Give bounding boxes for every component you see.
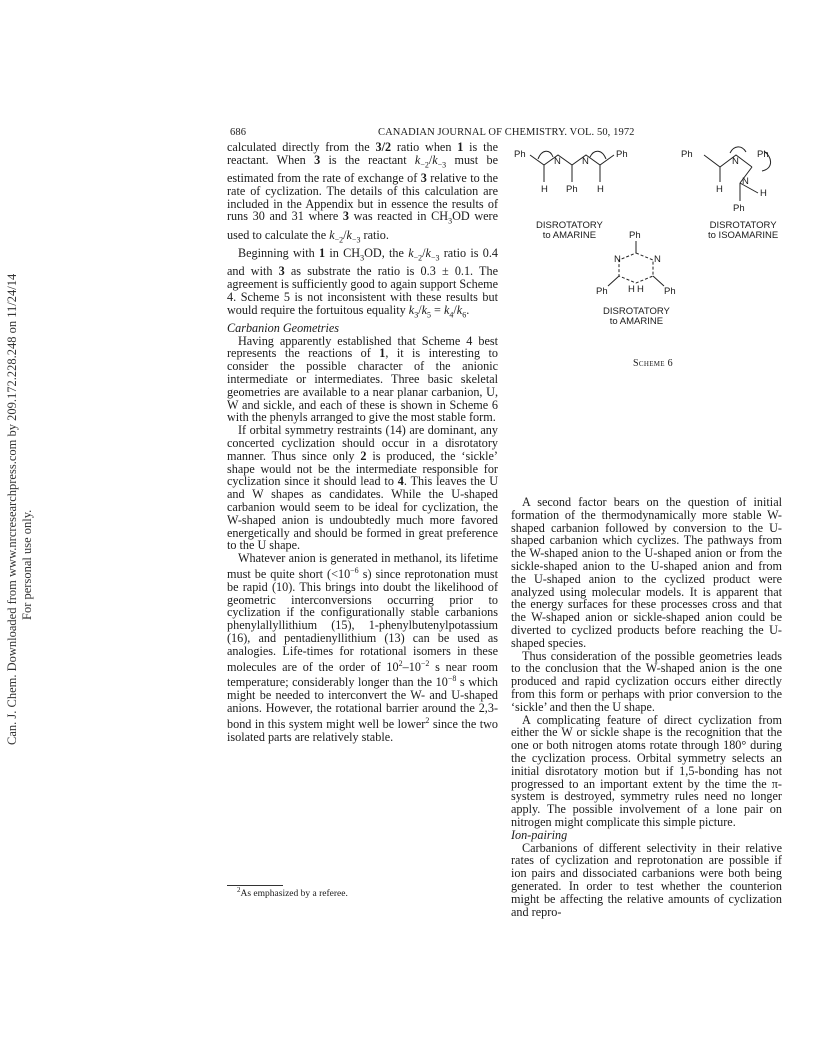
nitrogen-label: N xyxy=(582,156,589,167)
phenyl-label: Ph xyxy=(664,286,676,297)
download-notice-line: Can. J. Chem. Downloaded from www.nrcresearchpress.com by 209.172.228.248 on 11/24/14 xyxy=(5,273,19,745)
cyclization-ring xyxy=(619,253,653,283)
phenyl-label: Ph xyxy=(733,203,745,214)
nitrogen-label: N xyxy=(654,254,661,265)
hydrogen-label: H xyxy=(716,184,723,195)
footnote-text: As emphasized by a referee. xyxy=(240,889,348,899)
phenyl-label: Ph xyxy=(757,149,769,160)
nitrogen-label: N xyxy=(732,156,739,167)
paragraph: A second factor bears on the question of initial formation of the thermodynamically more stable W-shaped carbanion followed by conversion to the U-shaped carbanion which cyclizes. The pathways from the W-shaped anion to the U-shaped anion or from the sickle-shaped anion to the U-shaped anion and from the U-shaped anion to the cyclized product were analyzed using molecular models. It is apparent that the energy surfaces for these processes cross and that the W-shaped anion or sickle-shaped anion could be diverted to cyclized products before reaching the U-shaped species. xyxy=(511,495,782,650)
section-heading: Ion-pairing xyxy=(511,827,568,842)
nitrogen-label: N xyxy=(614,254,621,265)
scheme-label-w: DISROTATORY to AMARINE xyxy=(603,306,670,327)
hydrogen-label: H xyxy=(597,184,604,195)
section-heading: Carbanion Geometries xyxy=(227,320,340,335)
phenyl-label: Ph xyxy=(514,149,526,160)
scheme-6-drawing xyxy=(508,145,798,385)
rotation-arrow xyxy=(730,147,746,153)
phenyl-label: Ph xyxy=(566,184,578,195)
bond xyxy=(608,276,619,286)
phenyl-label: Ph xyxy=(596,286,608,297)
personal-use-notice: For personal use only. xyxy=(20,509,34,620)
left-column xyxy=(227,141,498,744)
scheme-label-sickle: DISROTATORY to ISOAMARINE xyxy=(708,220,779,241)
carbanion-chain-bond xyxy=(704,155,752,167)
bond xyxy=(653,276,664,286)
download-notice xyxy=(0,250,40,750)
paragraph: Whatever anion is generated in methanol, its lifetime must be quite short ($<10^{-6}$ s) since reprotonation must be rapid (10). This brings into doubt the likelihood of geometric interconversions occurring prior to cyclization if the configurationally stable carbanions phenylallyllithium (15), 1-phenylbutenylpotassium (16), and pentadienyllithium (13) can be used as analogies. Life-times for rotational isomers in these molecules are of the order of $10^2-10^{-2}$ s near room temperature; considerably longer than the $10^{-8}$ s which might be needed to interconvert the W- and U-shaped anions. However, the rotational barrier around the 2,3-bond in this system might well be lower$^2$ since the two isolated parts are relatively stable. xyxy=(227,551,499,744)
paragraph: Beginning with 1 in $CH_3OD$, the $k_{-2}/k_{-3}$ ratio is 0.4 and with 3 as substrate the ratio is 0.3 ± 0.1. The agreement is sufficiently good to again support Scheme 4. Scheme 5 is not inconsistent with these results but would require the fortuitous equality $k_3/k_5 = k_4/k_6$. xyxy=(227,245,499,319)
hydrogen-label: H xyxy=(541,184,548,195)
hydrogen-label: H xyxy=(637,284,644,295)
right-column xyxy=(511,496,782,918)
paragraph: A complicating feature of direct cyclization from either the W or sickle shape is the recognition that the one or both nitrogen atoms rotate through 180° during the cyclization process. Orbital symmetry selects an initial disrotatory motion but if 1,5-bonding has not progressed to an important extent by the time the π-system is destroyed, symmetry rules need no longer apply. The possible involvement of a lone pair on nitrogen might complicate this simple picture. xyxy=(511,712,782,829)
scheme-label-u: DISROTATORY to AMARINE xyxy=(536,220,603,241)
carbanion-chain-bond xyxy=(530,155,614,165)
phenyl-label: Ph xyxy=(681,149,693,160)
rotation-arrow xyxy=(590,151,606,159)
footnote xyxy=(237,885,348,900)
hydrogen-label: H xyxy=(760,188,767,199)
page-number: 686 xyxy=(230,127,247,138)
footnote-mark: 2 xyxy=(237,885,241,894)
scheme-6-figure xyxy=(508,145,798,490)
phenyl-label: Ph xyxy=(629,230,641,241)
paragraph: Carbanions of different selectivity in their relative rates of cyclization and reprotonation are possible if ion pairs and dissociated carbanions were both being generated. In order to test whether the counterion might be affecting the relative amounts of cyclization and repro- xyxy=(511,840,782,919)
phenyl-label: Ph xyxy=(616,149,628,160)
rotation-arrow xyxy=(538,151,553,159)
footnote-rule xyxy=(227,885,283,886)
scheme-title: Scheme 6 xyxy=(633,358,673,369)
paragraph: Having apparently established that Scheme 4 best represents the reactions of 1, it is interesting to consider the possible character of the anionic intermediate or intermediates. Three basic skeletal geometries are available to a near planar carbanion, U, W and sickle, and each of these is shown in Scheme 6 with the phenyls arranged to give the most stable form. xyxy=(227,333,498,425)
hydrogen-label: H xyxy=(628,284,635,295)
nitrogen-label: N xyxy=(554,156,561,167)
paragraph: If orbital symmetry restraints (14) are dominant, any concerted cyclization should occur in a disrotatory manner. Thus since only 2 is produced, the ‘sickle’ shape would not be the intermediate responsible for cyclization since it should lead to 4. This leaves the U and W shapes as candidates. While the U-shaped carbanion would seem to be ideal for cyclization, the W-shaped anion is undoubtedly much more favored energetically and should be formed in great preference to the U shape. xyxy=(227,423,498,553)
nitrogen-label: N xyxy=(742,176,749,187)
paragraph: Thus consideration of the possible geometries leads to the conclusion that the W-shaped anion is the one produced and rapid cyclization occurs either directly from this form or perhaps with prior conversion to the ‘sickle’ and then the U shape. xyxy=(511,648,782,714)
paragraph: calculated directly from the 3/2 ratio when 1 is the reactant. When 3 is the reactant $k_{-2}/k_{-3}$ must be estimated from the rate of exchange of 3 relative to the rate of cyclization. The details of this calculation are included in the Appendix but in essence the results of runs 30 and 31 where 3 was reacted in $CH_3OD$ were used to calculate the $k_{-2}/k_{-3}$ ratio. xyxy=(227,140,498,245)
journal-title: CANADIAN JOURNAL OF CHEMISTRY. VOL. 50, 1972 xyxy=(378,127,635,138)
